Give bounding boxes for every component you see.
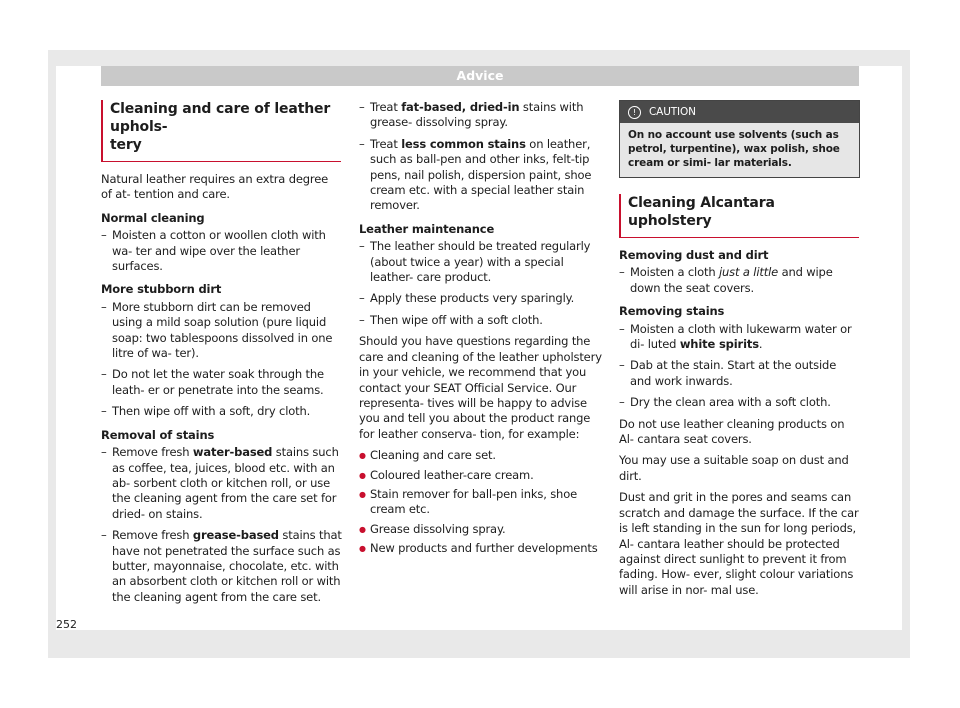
bullet-item: ● Grease dissolving spray. xyxy=(359,522,602,537)
caution-text: On no account use solvents (such as petrol, turpentine), wax polish, shoe cream or simi- lar materials. xyxy=(620,123,859,177)
list-item: – Treat less common stains on leather, such as ball-pen and other inks, felt-tip pens, nail polish, dispersion paint, shoe cream etc. with a special leather stain remover. xyxy=(359,137,602,214)
paragraph: You may use a suitable soap on dust and dirt. xyxy=(619,453,849,483)
removing-dust-heading: Removing dust and dirt xyxy=(619,248,769,262)
normal-cleaning-heading: Normal cleaning xyxy=(101,210,205,225)
list-item: – Treat fat-based, dried-in stains with grease- dissolving spray. xyxy=(359,100,602,131)
paragraph: Dust and grit in the pores and seams can scratch and damage the surface. If the car is left standing in the sun for long periods, Al- cantara leather should be protected against direct sunlight to prevent it from fading. How- ever, slight colour variations will arise in nor- mal use. xyxy=(619,490,859,597)
removal-of-stains-heading: Removal of stains xyxy=(101,427,215,442)
section-title-leather: Cleaning and care of leather uphols- tery xyxy=(101,100,342,162)
caution-label: CAUTION xyxy=(649,106,696,118)
list-item: – Then wipe off with a soft cloth. xyxy=(359,313,602,328)
bullet-item: ● Coloured leather-care cream. xyxy=(359,468,602,483)
page-header: Advice xyxy=(101,66,859,86)
column-3 xyxy=(619,100,860,604)
list-item: – Moisten a cloth with lukewarm water or di- luted white spirits. xyxy=(619,322,860,353)
page-number: 252 xyxy=(56,618,77,631)
list-item: – Remove fresh water-based stains such as coffee, tea, juices, blood etc. with an ab- sorbent cloth or kitchen roll, or use the cleaning agent from the care set for dried- on stains. xyxy=(101,445,342,522)
caution-box xyxy=(619,100,860,178)
list-item: – The leather should be treated regularly (about twice a year) with a special leather- care product. xyxy=(359,239,602,285)
caution-header xyxy=(620,101,859,123)
list-item: – More stubborn dirt can be removed using a mild soap solution (pure liquid soap: two tablespoons dissolved in one litre of wa- ter). xyxy=(101,300,342,362)
warning-icon: ! xyxy=(628,106,641,119)
section-title-alcantara: Cleaning Alcantara upholstery xyxy=(619,194,860,238)
service-paragraph: Should you have questions regarding the care and cleaning of the leather upholstery in your vehicle, we recommend that you contact your SEAT Official Service. Our representa- tives will be happy to advise you and tell you about the product range for leather conserva- tion, for example: xyxy=(359,334,602,441)
list-item: – Dry the clean area with a soft cloth. xyxy=(619,395,860,410)
list-item: – Remove fresh grease-based stains that have not penetrated the surface such as butter, mayonnaise, chocolate, etc. with an absorbent cloth or kitchen roll or with the cleaning agent from the care set. xyxy=(101,528,342,605)
paragraph: Do not use leather cleaning products on Al- cantara seat covers. xyxy=(619,416,845,447)
intro-text: Natural leather requires an extra degree of at- tention and care. xyxy=(101,172,329,202)
removing-stains-heading: Removing stains xyxy=(619,304,725,319)
leather-maintenance-heading: Leather maintenance xyxy=(359,221,495,236)
bullet-item: ● New products and further developments xyxy=(359,541,602,556)
stubborn-dirt-heading: More stubborn dirt xyxy=(101,282,222,297)
list-item: – Moisten a cloth just a little and wipe down the seat covers. xyxy=(619,265,860,296)
list-item: – Apply these products very sparingly. xyxy=(359,291,602,306)
list-item: – Dab at the stain. Start at the outside and work inwards. xyxy=(619,358,860,389)
list-item: – Then wipe off with a soft, dry cloth. xyxy=(101,404,342,419)
list-item: – Moisten a cotton or woollen cloth with wa- ter and wipe over the leather surfaces. xyxy=(101,228,342,274)
column-2 xyxy=(359,100,602,561)
bullet-item: ● Stain remover for ball-pen inks, shoe cream etc. xyxy=(359,487,602,518)
bullet-item: ● Cleaning and care set. xyxy=(359,448,602,463)
list-item: – Do not let the water soak through the leath- er or penetrate into the seams. xyxy=(101,367,342,398)
column-1 xyxy=(101,100,342,611)
